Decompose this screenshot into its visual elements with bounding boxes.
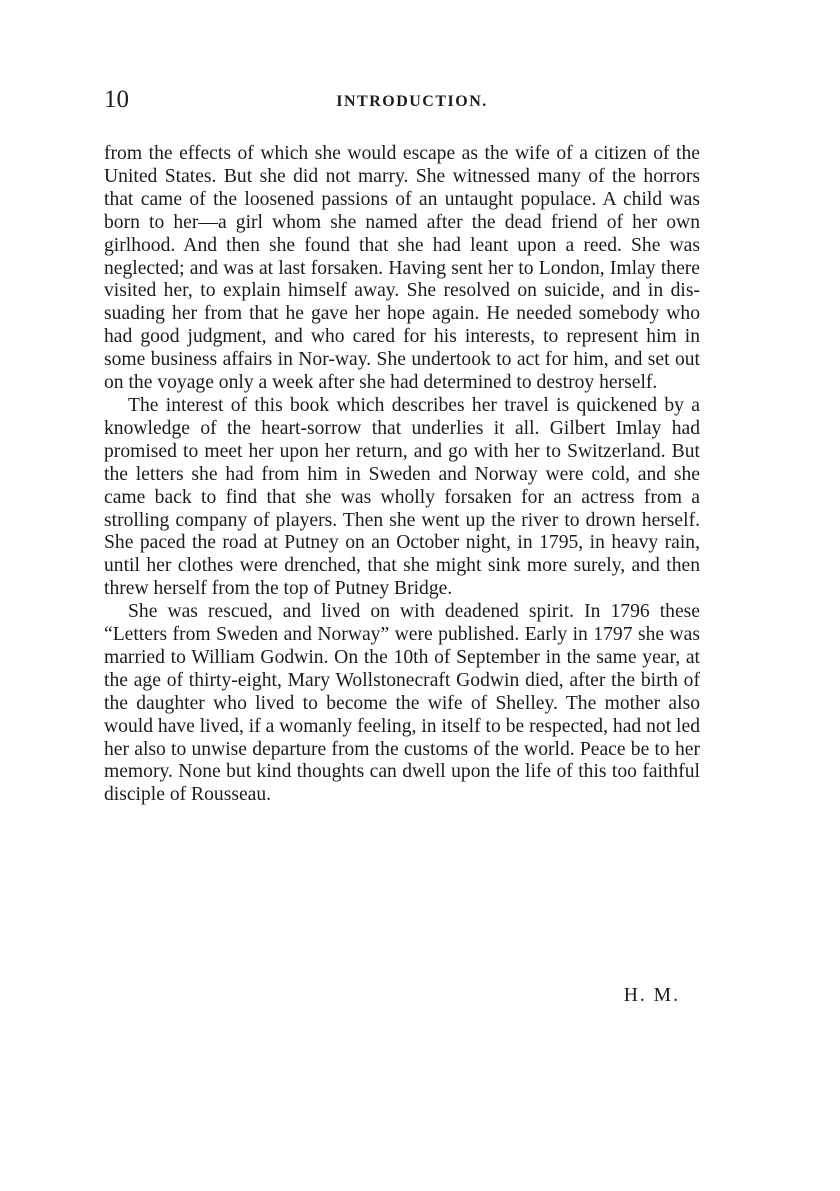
page-number: 10 (104, 86, 129, 113)
paragraph-3: She was rescued, and lived on with deadened spirit. In 1796 these “Letters from Sweden and Norway” were published. Early in 1797 she was married to William Godwin. On the 10th of September in the same year, at the age of thirty-eight, Mary Wollstonecraft Godwin died, after the birth of the daughter who lived to become the wife of Shelley. The mother also would have lived, if a womanly feeling, in itself to be respected, had not led her also to unwise departure from the customs of the world. Peace be to her memory. None but kind thoughts can dwell upon the life of this too faithful disciple of Rousseau. (104, 601, 700, 806)
paragraph-1: from the effects of which she would escape as the wife of a citizen of the United States. But she did not marry. She witnessed many of the horrors that came of the loosened passions of an untaught populace. A child was born to her—a girl whom she named after the dead friend of her own girlhood. And then she found that she had leant upon a reed. She was neglected; and was at last forsaken. Having sent her to London, Imlay there visited her, to explain himself away. She resolved on suicide, and in dis-suading her from that he gave her hope again. He needed somebody who had good judgment, and who cared for his interests, to represent him in some business affairs in Nor-way. She undertook to act for him, and set out on the voyage only a week after she had determined to destroy herself. (104, 143, 700, 394)
paragraph-2: The interest of this book which describes her travel is quickened by a knowledge of the heart-sorrow that underlies it all. Gilbert Imlay had promised to meet her upon her return, and go with her to Switzerland. But the letters she had from him in Sweden and Norway were cold, and she came back to find that she was wholly forsaken for an actress from a strolling company of players. Then she went up the river to drown herself. She paced the road at Putney on an October night, in 1795, in heavy rain, until her clothes were drenched, that she might sink more surely, and then threw herself from the top of Putney Bridge. (104, 394, 700, 600)
page-header (104, 86, 700, 116)
author-signature: H. M. (623, 985, 680, 1006)
running-head: INTRODUCTION. (336, 93, 488, 110)
body-text (104, 143, 700, 807)
